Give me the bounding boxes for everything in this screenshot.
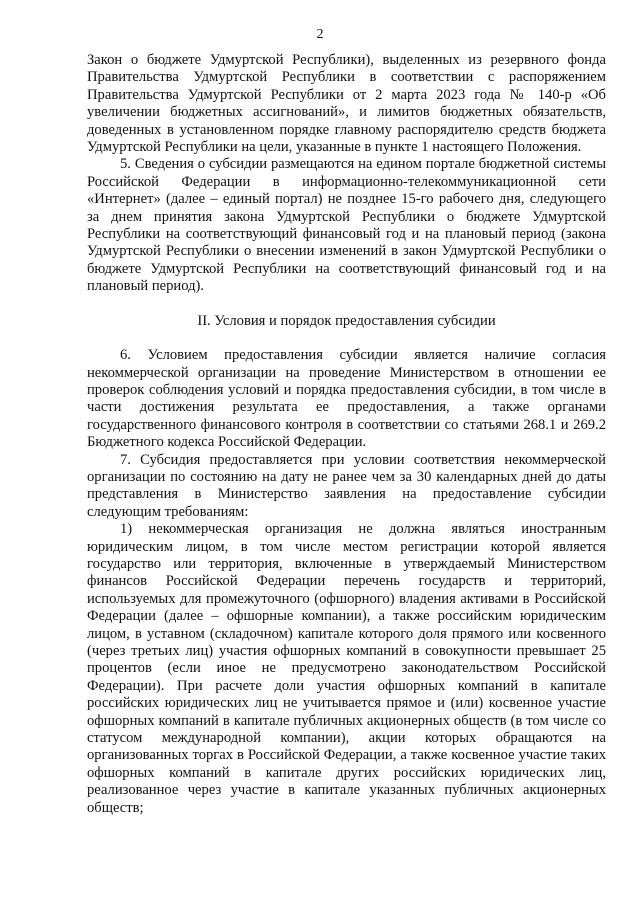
section-heading: II. Условия и порядок предоставления субсидии [197, 312, 496, 329]
paragraph-continuation: Закон о бюджете Удмуртской Республики), выделенных из резервного фонда Правительства Удмуртской Республики в соответствии с распоряжением Правительства Удмуртской Республики от 2 марта 2023 года № 140-р «Об увеличении бюджетных ассигнований», и лимитов бюджетных обязательств, доведенных в установленном порядке главному распорядителю средств бюджета Удмуртской Республики на цели, указанные в пункте 1 настоящего Положения. [87, 52, 606, 156]
paragraph-item-6: 6. Условием предоставления субсидии является наличие согласия некоммерческой организации на проведение Министерством в отношении ее проверок соблюдения условий и порядка предоставления субсидии, в том числе в части достижения результата ее предоставления, а также органами государственного финансового контроля в соответствии со статьями 268.1 и 269.2 Бюджетного кодекса Российской Федерации. [87, 347, 606, 451]
page-number: 2 [316, 27, 324, 42]
document-body [87, 52, 606, 817]
paragraph-item-7: 7. Субсидия предоставляется при условии соответствия некоммерческой организации по состоянию на дату не ранее чем за 30 календарных дней до даты представления в Министерство заявления на предоставление субсидии следующим требованиям: [87, 451, 606, 520]
paragraph-subitem-1: 1) некоммерческая организация не должна являться иностранным юридическим лицом, в том числе местом регистрации которой является государство или территория, включенные в утверждаемый Министерством финансов Российской Федерации перечень государств и территорий, используемых для промежуточного (офшорного) владения активами в Российской Федерации (далее – офшорные компании), а также российским юридическим лицом, в уставном (складочном) капитале которого доля прямого или косвенного (через третьих лиц) участия офшорных компаний в совокупности превышает 25 процентов (если иное не предусмотрено законодательством Российской Федерации). При расчете доли участия офшорных компаний в капитале российских юридических лиц не учитывается прямое и (или) косвенное участие офшорных компаний в капитале публичных акционерных обществ (в том числе со статусом международной компании), акции которых обращаются на организованных торгах в Российской Федерации, а также косвенное участие таких офшорных компаний в капитале других российских юридических лиц, реализованное через участие в капитале указанных публичных акционерных обществ; [87, 521, 606, 816]
paragraph-item-5: 5. Сведения о субсидии размещаются на едином портале бюджетной системы Российской Федерации в информационно-телекоммуникационной сети «Интернет» (далее – единый портал) не позднее 15-го рабочего дня, следующего за днем принятия закона Удмуртской Республики о бюджете Удмуртской Республики на соответствующий финансовый год и на плановый период (закона Удмуртской Республики о внесении изменений в закон Удмуртской Республики о бюджете Удмуртской Республики на соответствующий финансовый год и на плановый период). [87, 156, 606, 295]
